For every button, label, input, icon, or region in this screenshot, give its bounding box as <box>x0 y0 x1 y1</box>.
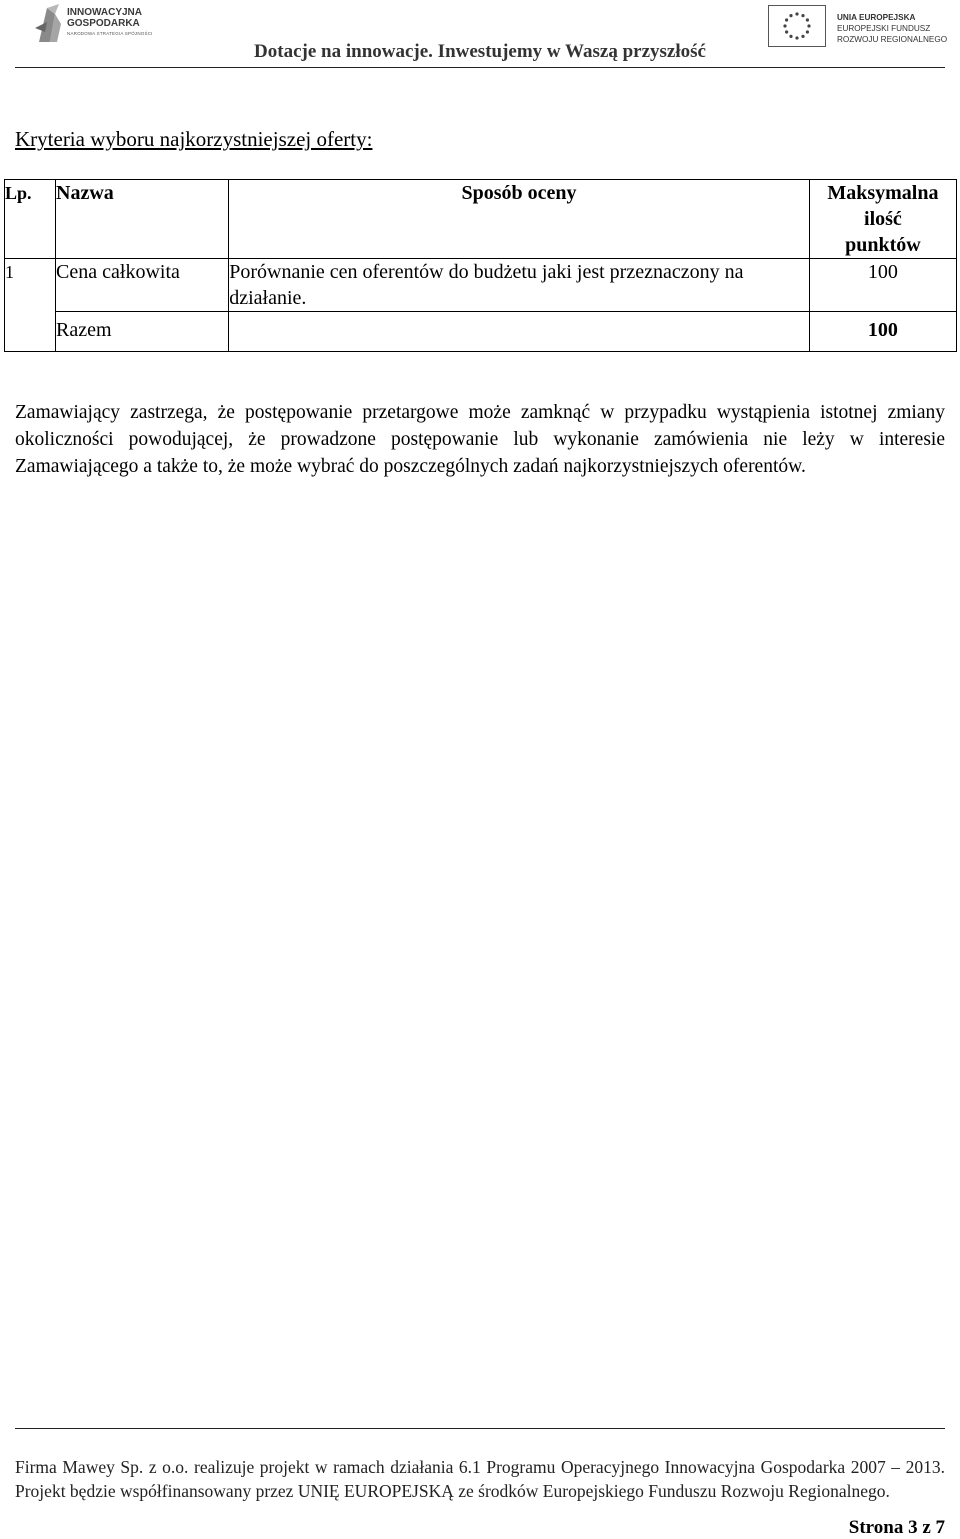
total-lp-empty <box>5 312 56 352</box>
total-method-empty <box>229 312 810 352</box>
header-divider <box>15 67 945 68</box>
eu-logo-text <box>837 12 947 45</box>
page-number: Strona 3 z 7 <box>848 1517 945 1538</box>
eu-logo <box>768 5 948 49</box>
header-max-line1: Maksymalna <box>827 182 939 204</box>
logo-name <box>67 7 142 29</box>
header-lp: Lp. <box>5 180 56 259</box>
total-label: Razem <box>56 312 229 352</box>
table-header-row <box>5 180 957 259</box>
table-row <box>5 259 957 312</box>
innowacyjna-gospodarka-logo <box>33 2 168 44</box>
row-name: Cena całkowita <box>56 259 229 312</box>
row-points: 100 <box>809 259 956 312</box>
header-max-line3: punktów <box>845 234 921 256</box>
section-title: Kryteria wyboru najkorzystniejszej oferty: <box>15 127 373 151</box>
header-name: Nazwa <box>56 180 229 259</box>
page-header <box>0 0 960 70</box>
header-max-points <box>809 180 956 259</box>
footer-divider <box>15 1428 945 1429</box>
footer-text: Firma Mawey Sp. z o.o. realizuje projekt w ramach działania 6.1 Programu Operacyjnego Innowacyjna Gospodarka 2007 – 2013. Projekt będzie współfinansowany przez UNIĘ EUROPEJSKĄ ze środków Europejskiego Funduszu Rozwoju Regionalnego. <box>15 1457 945 1501</box>
logo-name-line2: GOSPODARKA <box>67 18 140 29</box>
innowacyjna-gospodarka-emblem-icon <box>33 2 65 44</box>
criteria-table <box>4 179 957 352</box>
table-total-row <box>5 312 957 352</box>
eu-logo-line2: EUROPEJSKI FUNDUSZ <box>837 24 931 33</box>
header-method: Sposób oceny <box>229 180 810 259</box>
eu-flag-icon <box>768 5 826 47</box>
row-lp: 1 <box>5 259 56 312</box>
row-method: Porównanie cen oferentów do budżetu jaki jest przeznaczony na działanie. <box>229 259 810 312</box>
header-max-line2: ilość <box>864 208 902 230</box>
body-paragraph: Zamawiający zastrzega, że postępowanie przetargowe może zamknąć w przypadku wystąpienia istotnej zmiany okoliczności powodującej, że prowadzone postępowanie lub wykonanie zamówienia nie leży w interesie Zamawiającego a także to, że może wybrać do poszczególnych zadań najkorzystniejszych oferentów. <box>15 402 945 477</box>
header-tagline: Dotacje na innowacje. Inwestujemy w Waszą przyszłość <box>254 41 706 62</box>
total-value: 100 <box>809 312 956 352</box>
logo-name-line1: INNOWACYJNA <box>67 7 143 18</box>
eu-logo-line1: UNIA EUROPEJSKA <box>837 13 916 22</box>
logo-subtitle: NARODOWA STRATEGIA SPÓJNOŚCI <box>67 31 153 36</box>
eu-logo-line3: ROZWOJU REGIONALNEGO <box>837 35 948 44</box>
